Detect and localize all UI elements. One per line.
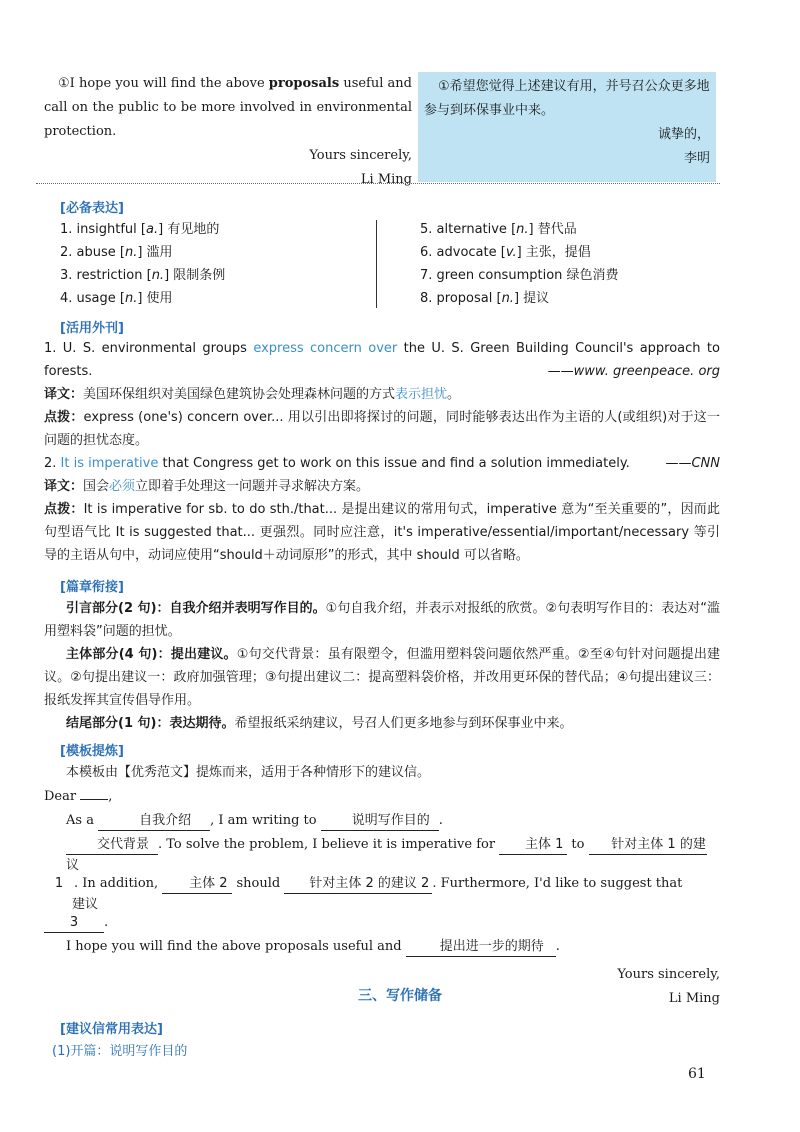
section-title-usage: [ 活用外刊 ] [60,317,124,336]
blank-background: 交代背景 [66,836,158,855]
letter-chinese-signature: 李明 [683,151,710,166]
section-heading-3: 三、写作储备 [358,988,442,1004]
structure-body: 主体部分(4 句)：提出建议。①句交代背景：虽有限塑令，但滥用塑料袋问题依然严重。②至④句针对问题提出建议。②句提出建议一：政府加强管理；③句提出建议二：提高塑料袋价格，并改用更环保的替代品；④句提出建议三：报纸发挥其宣传倡导作用。 [44,647,720,708]
letter-english-paragraph: ①I hope you will find the above proposals useful and call on the public to be more involved in environmental protection. [44,76,412,139]
example-1-source: ——www. greenpeace. org [547,364,720,379]
vocab-right-column [420,218,619,310]
letter-chinese-closing: 诚挚的， [657,127,710,142]
template-intro: 本模板由【优秀范文】提炼而来，适用于各种情形下的建议信。 [66,765,431,780]
blank-subject-1: 主体 1 [499,836,567,855]
section-title-expressions: [ 建议信常用表达 ] [60,1018,163,1037]
letter-signature: Li Ming [360,172,412,187]
blank-recipient [80,799,108,800]
letter-closing: Yours sincerely, [309,148,412,163]
example-2-translation: 译文：国会必须立即着手处理这一问题并寻求解决方案。 [44,479,370,494]
vocab-item: 4. usage [n.] 使用 [60,291,173,306]
vocab-item: 5. alternative [n.] 替代品 [420,222,577,237]
dotted-divider [36,183,720,184]
example-2-source: ——CNN [665,456,720,471]
structure-intro: 引言部分(2 句)：自我介绍并表明写作目的。①句自我介绍，并表示对报纸的欣赏。②句表明写作目的：表达对“滥用塑料袋”问题的担忧。 [44,601,720,639]
blank-proposal-2: 针对主体 2 的建议 2 [284,875,432,894]
subsection-opening: (1)开篇：说明写作目的 [52,1044,188,1059]
template-closing: Yours sincerely, [617,967,720,982]
vocab-item: 7. green consumption 绿色消费 [420,268,619,283]
vocab-left-column [60,218,225,310]
blank-subject-2: 主体 2 [162,875,232,894]
structure-ending: 结尾部分(1 句)：表达期待。希望报纸采纳建议，号召人们更多地参与到环保事业中来。 [66,716,573,731]
example-1-tip: 点拨：express (one's) concern over... 用以引出即将探讨的问题，同时能够表达出作为主语的人(或组织)对于这一问题的担忧态度。 [44,410,720,448]
letter-chinese-paragraph: ①希望您觉得上述建议有用，并号召公众更多地参与到环保事业中来。 [424,79,710,118]
page-number: 61 [688,1066,706,1082]
keyword-proposals: proposals [268,76,340,91]
letter-chinese-box [418,72,716,182]
letter-english [44,72,412,192]
section-title-template: [ 模板提炼 ] [60,740,124,759]
template-signature: Li Ming [668,991,720,1006]
vocab-item: 1. insightful [a.] 有见地的 [60,222,220,237]
vocab-item: 3. restriction [n.] 限制条例 [60,268,226,283]
structure-analysis [44,597,720,735]
template-line-1: As a 自我介绍 , I am writing to 说明写作目的 . [44,809,720,833]
usage-examples [44,337,720,567]
example-1: 1. U. S. environmental groups express concern over the U. S. Green Building Council's approach to forests. ——www. greenpeace. org [44,337,720,383]
vocab-item: 8. proposal [n.] 提议 [420,291,550,306]
example-2-tip: 点拨：It is imperative for sb. to do sth./that... 是提出建议的常用句式，imperative 意为“至关重要的”，因而此句型语气比 It is suggested that... 更强烈。同时应注意，it's imperative/essential/important/necessary 等引导的主语从句中，动词应使用“should＋动词原形”的形式，其中 should 可以省略。 [44,502,720,563]
section-title-structure: [ 篇章衔接 ] [60,576,124,595]
example-2: 2. It is imperative that Congress get to work on this issue and find a solution immediately. ——CNN [44,452,720,475]
template-salutation: Dear , [44,789,113,804]
template-line-3: I hope you will find the above proposals useful and 提出进一步的期待 . [44,935,720,959]
letter-template [44,761,720,1011]
vocab-item: 2. abuse [n.] 滥用 [60,245,173,260]
blank-proposal-1-cont: 议 1 [54,858,80,891]
example-1-translation: 译文：美国环保组织对美国绿色建筑协会处理森林问题的方式表示担忧。 [44,387,461,402]
vocab-column-divider [376,220,377,308]
blank-expectation: 提出进一步的期待 [406,938,556,957]
blank-self-intro: 自我介绍 [98,812,210,831]
blank-purpose: 说明写作目的 [321,812,439,831]
blank-proposal-3: 建议 3 [44,896,104,933]
template-line-2: 交代背景 . To solve the problem, I believe it is imperative for 主体 1 to 针对主体 1 的建 议 1 . In addition, 主体 2 should 针对主体 2 的建议 2 . Furthermore, I'd like to suggest that 建议 3 . [44,833,720,935]
blank-proposal-1: 针对主体 1 的建 [589,836,707,855]
vocab-item: 6. advocate [v.] 主张，提倡 [420,245,591,260]
section-title-vocab: [ 必备表达 ] [60,197,124,216]
